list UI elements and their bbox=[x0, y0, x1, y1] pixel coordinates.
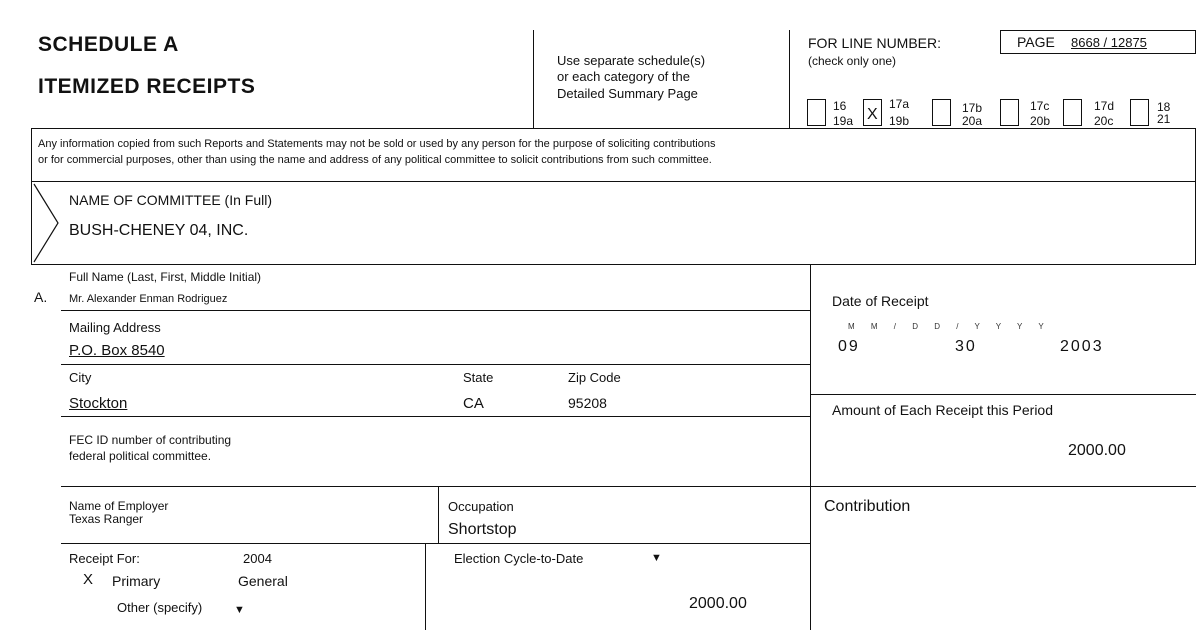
line-21-label: 21 bbox=[1157, 112, 1171, 126]
line-17a-check-mark: X bbox=[867, 106, 878, 123]
line-17c-checkbox[interactable] bbox=[1000, 99, 1019, 126]
full-name-value: Mr. Alexander Enman Rodriguez bbox=[69, 293, 228, 305]
state-label: State bbox=[463, 370, 494, 385]
employer-rule bbox=[61, 543, 811, 544]
full-name-rule bbox=[61, 310, 811, 311]
line-17a-checkbox[interactable] bbox=[863, 99, 882, 126]
line-19b-label: 19b bbox=[889, 114, 910, 128]
primary-check-mark[interactable]: X bbox=[83, 571, 94, 588]
amount-value: 2000.00 bbox=[1068, 442, 1126, 459]
city-rule bbox=[61, 416, 811, 417]
line-17a-label: 17a bbox=[889, 97, 910, 111]
cycle-arrow-icon: ▼ bbox=[651, 552, 662, 564]
date-day: 30 bbox=[955, 338, 977, 355]
mailing-rule bbox=[61, 364, 811, 365]
employer-occupation-divider bbox=[438, 487, 439, 543]
committee-arrow-icon bbox=[32, 182, 62, 264]
line-17b-label: 17b bbox=[962, 101, 983, 115]
page-value: 8668 / 12875 bbox=[1071, 35, 1147, 50]
receipt-for-label: Receipt For: bbox=[69, 551, 140, 566]
line-16-checkbox[interactable] bbox=[807, 99, 826, 126]
page-box bbox=[1000, 30, 1196, 54]
date-mask: M M / D D / Y Y Y Y bbox=[848, 322, 1051, 331]
line-20b-label: 20b bbox=[1030, 114, 1051, 128]
fec-id-label-line-2: federal political committee. bbox=[69, 449, 212, 463]
notice-line-1: Any information copied from such Reports and Statements may not be sold or used by any person for the purpose of soliciting contributions bbox=[38, 138, 716, 150]
employer-value: Texas Ranger bbox=[69, 512, 144, 526]
notice-line-2: or for commercial purposes, other than using the name and address of any political committee to solicit contributions from such committee. bbox=[38, 154, 712, 166]
line-17d-checkbox[interactable] bbox=[1063, 99, 1082, 126]
mailing-address-value: P.O. Box 8540 bbox=[69, 342, 165, 359]
zip-label: Zip Code bbox=[568, 370, 621, 385]
line-18-label: 18 bbox=[1157, 100, 1171, 114]
notice-right-border bbox=[1195, 128, 1196, 265]
line-19a-label: 19a bbox=[833, 114, 854, 128]
schedule-subtitle: ITEMIZED RECEIPTS bbox=[38, 75, 256, 98]
instructions-line-2: or each category of the bbox=[557, 69, 690, 84]
cycle-divider bbox=[425, 544, 426, 630]
line-17c-label: 17c bbox=[1030, 99, 1050, 113]
cycle-to-date-label: Election Cycle-to-Date bbox=[454, 551, 584, 566]
other-arrow-icon: ▼ bbox=[234, 604, 245, 616]
employer-label: Name of Employer bbox=[69, 499, 169, 513]
date-month: 09 bbox=[838, 338, 860, 355]
line-16-label: 16 bbox=[833, 99, 847, 113]
schedule-title: SCHEDULE A bbox=[38, 33, 179, 56]
header-bottom-rule bbox=[31, 128, 1196, 129]
right-column-divider bbox=[810, 265, 811, 630]
check-one-note: (check only one) bbox=[808, 54, 897, 68]
instructions-line-3: Detailed Summary Page bbox=[557, 86, 698, 101]
line-17d-label: 17d bbox=[1094, 99, 1115, 113]
state-value: CA bbox=[463, 395, 484, 412]
entry-letter: A. bbox=[34, 289, 48, 305]
city-label: City bbox=[69, 370, 92, 385]
amount-label: Amount of Each Receipt this Period bbox=[832, 402, 1054, 418]
fec-rule bbox=[61, 486, 811, 487]
line-17b-checkbox[interactable] bbox=[932, 99, 951, 126]
page-label: PAGE bbox=[1017, 34, 1055, 50]
date-rule bbox=[810, 394, 1196, 395]
cycle-to-date-value: 2000.00 bbox=[689, 595, 747, 612]
receipt-year: 2004 bbox=[243, 551, 272, 566]
occupation-value: Shortstop bbox=[448, 521, 517, 538]
date-year: 2003 bbox=[1060, 338, 1104, 355]
other-specify-label: Other (specify) bbox=[117, 600, 203, 615]
notice-bottom-rule bbox=[31, 181, 1196, 182]
instructions-line-1: Use separate schedule(s) bbox=[557, 53, 706, 68]
primary-label: Primary bbox=[112, 573, 161, 589]
fec-id-label-line-1: FEC ID number of contributing bbox=[69, 433, 232, 447]
city-value: Stockton bbox=[69, 395, 128, 412]
line-number-label: FOR LINE NUMBER: bbox=[808, 35, 942, 51]
date-of-receipt-label: Date of Receipt bbox=[832, 293, 929, 309]
committee-name: BUSH-CHENEY 04, INC. bbox=[69, 222, 249, 239]
general-label[interactable]: General bbox=[238, 573, 288, 589]
occupation-label: Occupation bbox=[448, 499, 514, 514]
zip-value: 95208 bbox=[568, 395, 607, 411]
line-18-checkbox[interactable] bbox=[1130, 99, 1149, 126]
line-20c-label: 20c bbox=[1094, 114, 1114, 128]
line-20a-label: 20a bbox=[962, 114, 983, 128]
receipt-type: Contribution bbox=[824, 498, 911, 515]
committee-label: NAME OF COMMITTEE (In Full) bbox=[69, 192, 272, 208]
amount-rule bbox=[810, 486, 1196, 487]
full-name-label: Full Name (Last, First, Middle Initial) bbox=[69, 270, 262, 284]
mailing-address-label: Mailing Address bbox=[69, 320, 161, 335]
committee-bottom-rule bbox=[31, 264, 1196, 265]
